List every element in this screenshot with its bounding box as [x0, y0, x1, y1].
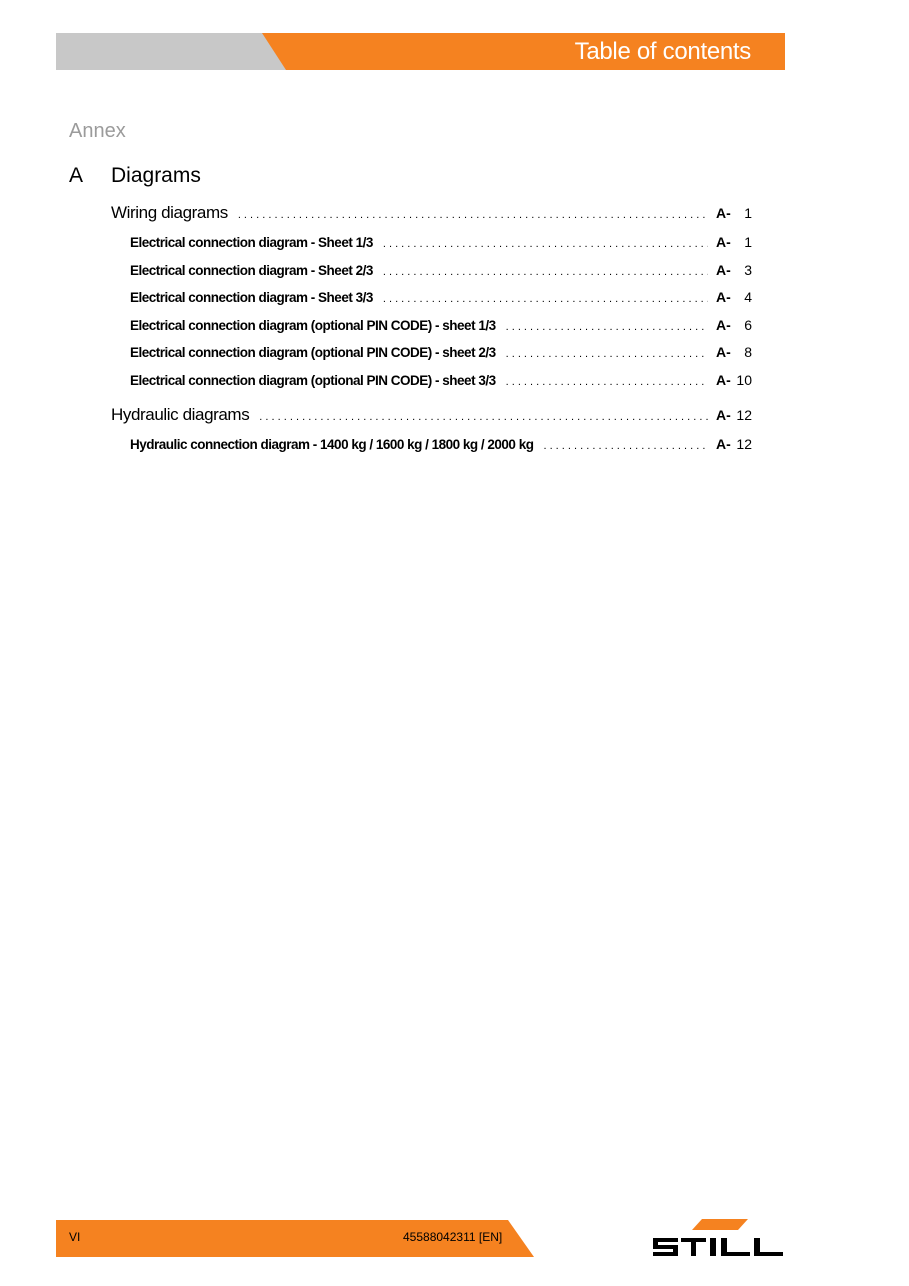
toc-page-prefix: A- [716, 372, 731, 388]
toc-leader-dots [383, 293, 708, 305]
toc-entry-title: Electrical connection diagram - Sheet 3/3 [130, 290, 373, 305]
part-label: Annex [69, 120, 126, 142]
toc-page-ref [716, 205, 752, 221]
toc-page-number: 12 [736, 407, 752, 423]
toc-page-ref [716, 317, 752, 333]
toc-page-prefix: A- [716, 262, 731, 278]
footer-bar [56, 1220, 534, 1257]
toc-section[interactable] [111, 405, 752, 425]
toc-page-ref [716, 407, 752, 423]
toc-leader-dots [259, 411, 708, 423]
toc-entry-title: Electrical connection diagram (optional PIN CODE) - sheet 3/3 [130, 373, 496, 388]
toc-section-title: Hydraulic diagrams [111, 405, 250, 424]
header-title: Table of contents [574, 38, 751, 65]
toc-page-number: 12 [736, 436, 752, 452]
still-logo [650, 1216, 786, 1258]
toc-entry-title: Electrical connection diagram - Sheet 1/3 [130, 235, 373, 250]
toc-page-prefix: A- [716, 344, 731, 360]
toc-page-number: 1 [744, 234, 752, 250]
chapter-letter: A [69, 164, 84, 187]
toc-entry[interactable] [130, 317, 752, 333]
toc-leader-dots [383, 266, 708, 278]
toc-entry[interactable] [130, 262, 752, 278]
toc-page-ref [716, 289, 752, 305]
header-bar [56, 33, 785, 70]
toc-entry-title: Electrical connection diagram - Sheet 2/3 [130, 263, 373, 278]
toc-page-ref [716, 234, 752, 250]
toc-leader-dots [506, 348, 708, 360]
toc-page-number: 10 [736, 372, 752, 388]
toc-page-number: 6 [744, 317, 752, 333]
toc-page-prefix: A- [716, 234, 731, 250]
toc-leader-dots [543, 440, 708, 452]
toc-page-prefix: A- [716, 436, 731, 452]
toc-section[interactable] [111, 203, 752, 223]
toc-page-number: 3 [744, 262, 752, 278]
toc-page-number: 1 [744, 205, 752, 221]
toc-page-ref [716, 344, 752, 360]
toc-page-ref [716, 372, 752, 388]
toc-entry-title: Electrical connection diagram (optional PIN CODE) - sheet 1/3 [130, 318, 496, 333]
still-logo-icon [650, 1216, 786, 1258]
chapter-title: Diagrams [111, 164, 201, 187]
toc-leader-dots [238, 209, 708, 221]
toc-page-ref [716, 262, 752, 278]
footer-doc-number: 45588042311 [EN] [403, 1230, 503, 1244]
toc-entry-title: Hydraulic connection diagram - 1400 kg / 1600 kg / 1800 kg / 2000 kg [130, 437, 534, 452]
toc-page-prefix: A- [716, 407, 731, 423]
toc-entry[interactable] [130, 234, 752, 250]
toc-page-number: 4 [744, 289, 752, 305]
toc-page-prefix: A- [716, 317, 731, 333]
toc-section-title: Wiring diagrams [111, 203, 228, 222]
footer-page-number: VI [69, 1230, 81, 1244]
toc-entry[interactable] [130, 436, 752, 452]
toc-page-number: 8 [744, 344, 752, 360]
toc-entry-title: Electrical connection diagram (optional PIN CODE) - sheet 2/3 [130, 345, 496, 360]
toc-leader-dots [506, 321, 708, 333]
toc-entry[interactable] [130, 289, 752, 305]
toc-leader-dots [506, 376, 708, 388]
toc-leader-dots [383, 238, 708, 250]
toc-entry[interactable] [130, 372, 752, 388]
toc-page-ref [716, 436, 752, 452]
toc-page-prefix: A- [716, 205, 731, 221]
toc-page-prefix: A- [716, 289, 731, 305]
toc-entry[interactable] [130, 344, 752, 360]
